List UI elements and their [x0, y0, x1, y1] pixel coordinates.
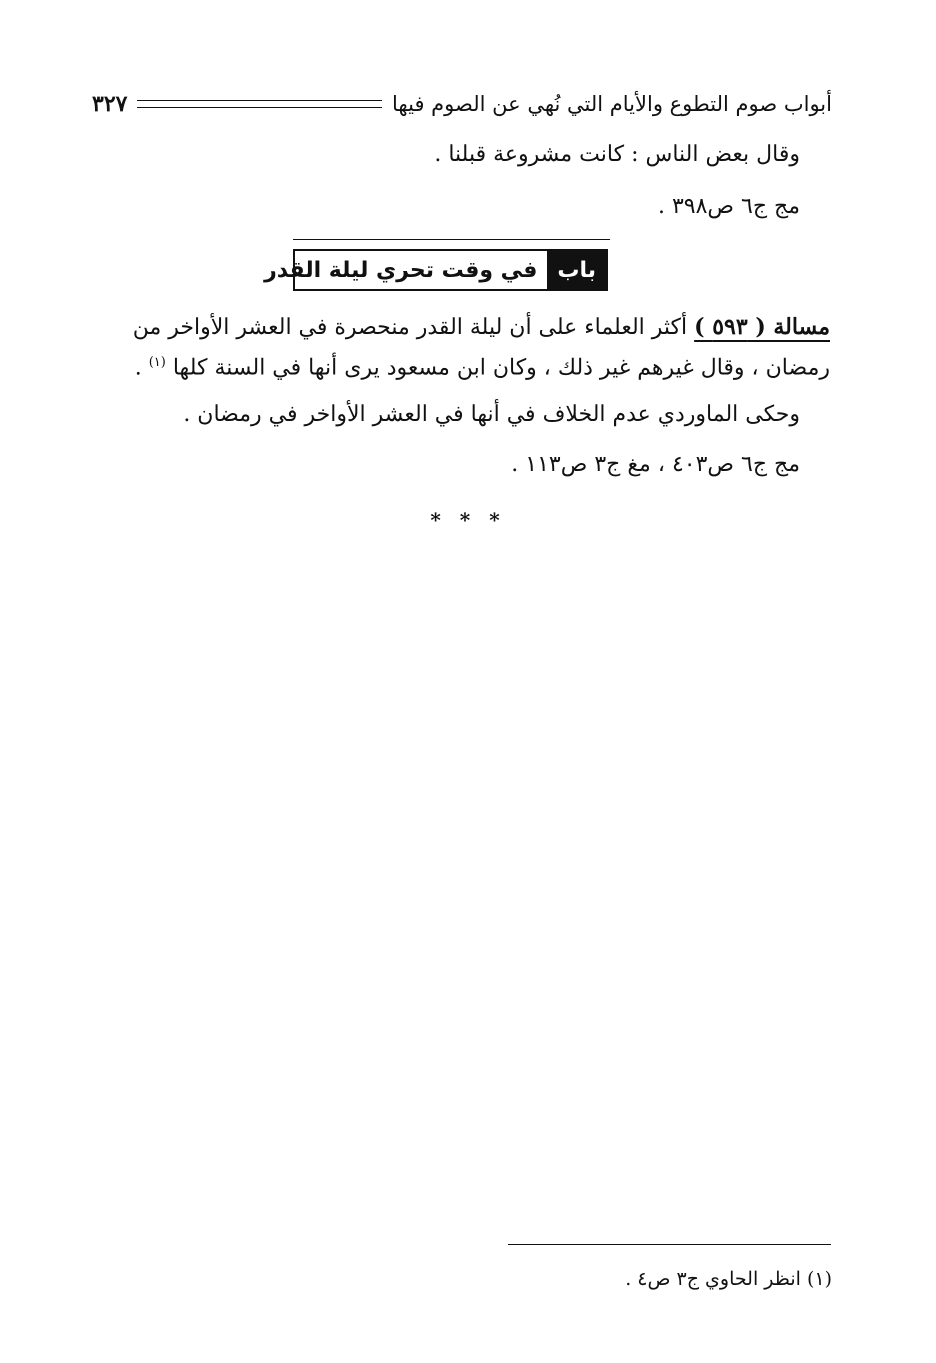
issue-text-2: رمضان ، وقال غيرهم غير ذلك ، وكان ابن مسعود يرى أنها في السنة كلها: [172, 355, 830, 381]
reference-line-2: مج ج٦ ص٤٠٣ ، مغ ج٣ ص١١٣ .: [511, 452, 800, 477]
issue-label: مسالة ( ٥٩٣ ): [694, 314, 830, 340]
text-line-1: وقال بعض الناس : كانت مشروعة قبلنا .: [434, 142, 800, 167]
issue-line-2-end: .: [134, 355, 142, 381]
chapter-label: باب: [547, 251, 606, 289]
issue-line-2: [135, 355, 830, 380]
issue-text-1: أكثر العلماء على أن ليلة القدر منحصرة في العشر الأواخر من: [132, 315, 688, 340]
chapter-title: في وقت تحري ليلة القدر: [264, 257, 538, 283]
footnote-reference: (١): [148, 355, 166, 370]
footnote-rule: [508, 1244, 831, 1245]
header-rule: [137, 100, 382, 108]
footnote: (١) انظر الحاوي ج٣ ص٤ .: [625, 1268, 832, 1290]
issue-line-3: وحكى الماوردي عدم الخلاف في أنها في العشر الأواخر في رمضان .: [183, 402, 800, 427]
issue-line-1: [133, 314, 830, 340]
page-number: ٣٢٧: [92, 91, 128, 117]
section-separator: * * *: [430, 508, 506, 532]
reference-line-1: مج ج٦ ص٣٩٨ .: [657, 194, 800, 219]
chapter-top-rule: [293, 239, 610, 240]
running-header: [92, 86, 832, 122]
header-title: أبواب صوم التطوع والأيام التي نُهي عن الصوم فيها: [392, 92, 832, 116]
chapter-heading: [264, 249, 608, 291]
